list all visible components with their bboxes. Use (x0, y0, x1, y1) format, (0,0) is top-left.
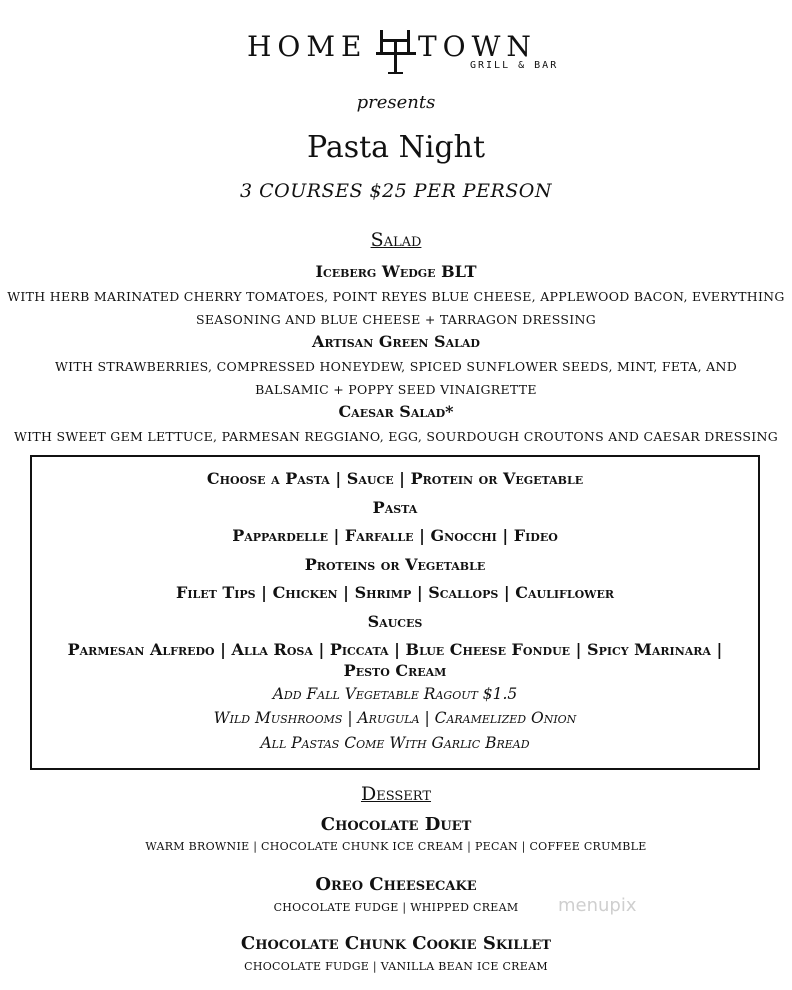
dessert-item-name: Chocolate Duet (320, 814, 472, 835)
pasta-instructions: Choose a Pasta | Sauce | Protein or Vegetable (206, 469, 584, 488)
pasta-heading: Pasta (372, 498, 418, 517)
logo-text-left: HOME (247, 30, 368, 63)
salad-item-name: Iceberg Wedge BLT (315, 262, 477, 281)
salad-item-desc: BALSAMIC + POPPY SEED VINAIGRETTE (255, 382, 537, 397)
page-title: Pasta Night (306, 130, 486, 165)
dessert-item-desc: CHOCOLATE FUDGE | VANILLA BEAN ICE CREAM (244, 960, 548, 973)
salad-heading: Salad (370, 229, 422, 251)
dessert-item-desc: WARM BROWNIE | CHOCOLATE CHUNK ICE CREAM | PECAN | COFFEE CRUMBLE (145, 840, 647, 853)
logo-text-right: TOWN (418, 30, 537, 63)
protein-options: Filet Tips | Chicken | Shrimp | Scallops | Cauliflower (175, 583, 615, 602)
dessert-item-name: Oreo Cheesecake (315, 874, 477, 895)
price-subtitle: 3 COURSES $25 PER PERSON (240, 180, 552, 202)
sauce-options-continued: Pesto Cream (343, 661, 447, 680)
addon-items: Wild Mushrooms | Arugula | Caramelized Onion (213, 709, 577, 727)
dessert-heading: Dessert (360, 783, 432, 805)
salad-item-desc: SEASONING AND BLUE CHEESE + TARRAGON DRESSING (195, 312, 597, 327)
salad-item-desc: WITH SWEET GEM LETTUCE, PARMESAN REGGIANO, EGG, SOURDOUGH CROUTONS AND CAESAR DRESSING (14, 429, 778, 444)
protein-heading: Proteins or Vegetable (304, 555, 486, 574)
salad-item-desc: WITH STRAWBERRIES, COMPRESSED HONEYDEW, SPICED SUNFLOWER SEEDS, MINT, FETA, AND (54, 359, 738, 374)
salad-item-desc: WITH HERB MARINATED CHERRY TOMATOES, POINT REYES BLUE CHEESE, APPLEWOOD BACON, EVERYTHING (7, 289, 785, 304)
dessert-item-name: Chocolate Chunk Cookie Skillet (240, 933, 552, 954)
salad-item-name: Caesar Salad* (338, 402, 454, 421)
watermark: menupix (558, 895, 637, 916)
presents-text: presents (356, 92, 436, 113)
salad-item-name: Artisan Green Salad (312, 332, 480, 351)
garlic-bread-note: All Pastas Come With Garlic Bread (260, 734, 530, 752)
pasta-builder-box (30, 455, 760, 770)
addon-ragout: Add Fall Vegetable Ragout $1.5 (272, 685, 518, 703)
dessert-item-desc: CHOCOLATE FUDGE | WHIPPED CREAM (273, 901, 519, 914)
pasta-options: Pappardelle | Farfalle | Gnocchi | Fideo (232, 526, 558, 545)
sauce-options: Parmesan Alfredo | Alla Rosa | Piccata | Blue Cheese Fondue | Spicy Marinara | (67, 640, 723, 659)
logo (0, 28, 792, 78)
sauces-heading: Sauces (367, 612, 423, 631)
logo-subtitle: GRILL & BAR (470, 60, 559, 71)
ht-monogram-icon (374, 28, 418, 76)
